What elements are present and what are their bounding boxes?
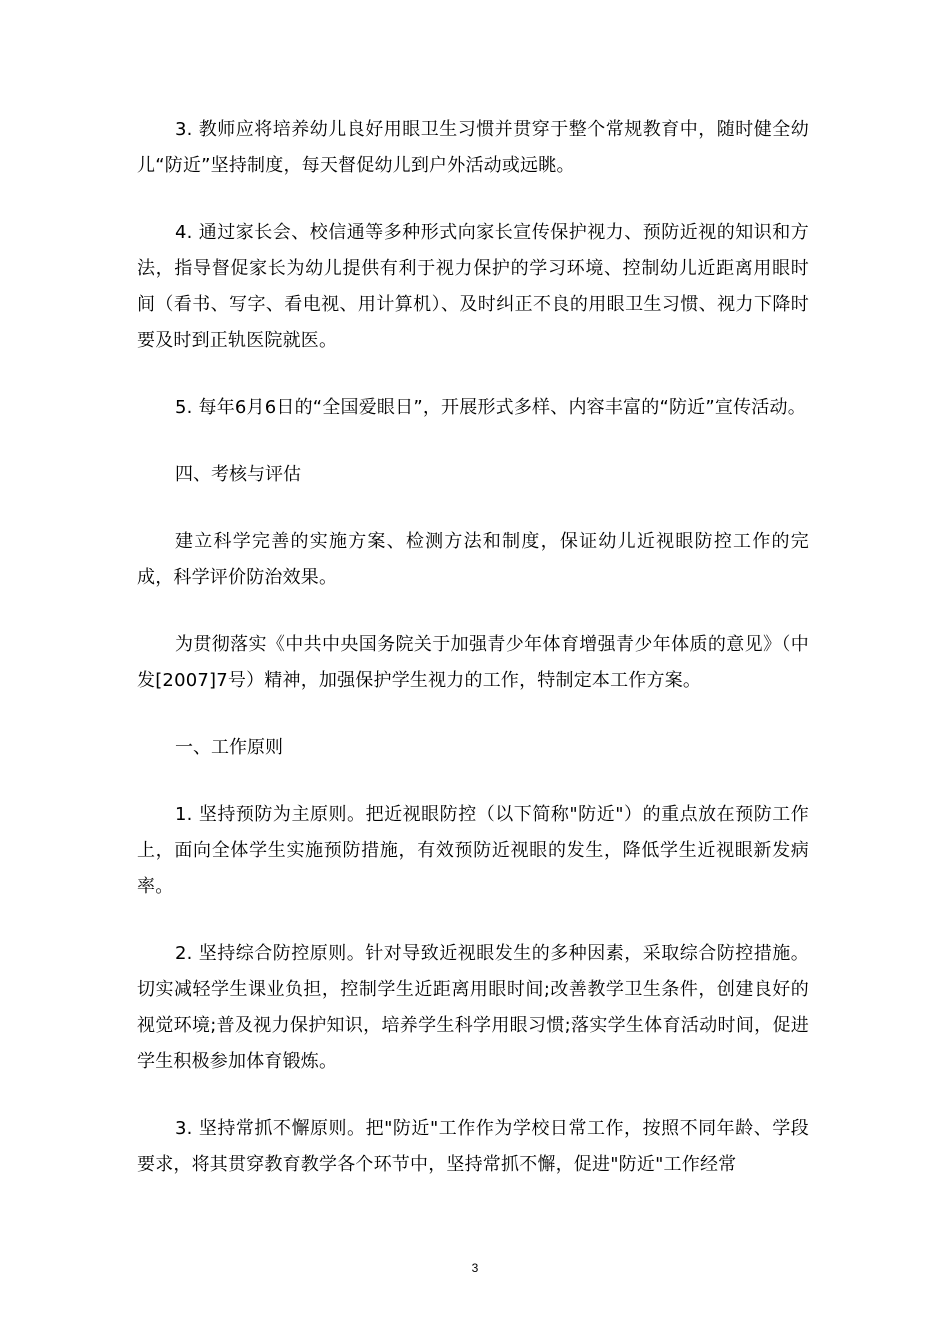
page-number: 3 — [471, 1261, 479, 1275]
paragraph-item-3-teacher-habits: 3. 教师应将培养幼儿良好用眼卫生习惯并贯穿于整个常规教育中，随时健全幼儿“防近”坚持制度，每天督促幼儿到户外活动或远眺。 — [137, 119, 809, 176]
paragraph-principle-2: 2. 坚持综合防控原则。针对导致近视眼发生的多种因素，采取综合防控措施。切实减轻学生课业负担，控制学生近距离用眼时间;改善教学卫生条件，创建良好的视觉环境;普及视力保护知识，培养学生科学用眼习惯;落实学生体育活动时间，促进学生积极参加体育锻炼。 — [137, 943, 809, 1072]
section-heading-principles: 一、工作原则 — [175, 737, 283, 758]
paragraph-principle-3: 3. 坚持常抓不懈原则。把"防近"工作作为学校日常工作，按照不同年龄、学段要求，将其贯穿教育教学各个环节中，坚持常抓不懈，促进"防近"工作经常 — [137, 1118, 809, 1175]
paragraph-item-5-eye-day: 5. 每年6月6日的“全国爱眼日”，开展形式多样、内容丰富的“防近”宣传活动。 — [175, 397, 806, 418]
paragraph-plan-intro: 为贯彻落实《中共中央国务院关于加强青少年体育增强青少年体质的意见》（中发[2007]7号）精神，加强保护学生视力的工作，特制定本工作方案。 — [137, 634, 809, 691]
document-body — [137, 112, 809, 1214]
paragraph-item-4-parent-outreach: 4. 通过家长会、校信通等多种形式向家长宣传保护视力、预防近视的知识和方法，指导督促家长为幼儿提供有利于视力保护的学习环境、控制幼儿近距离用眼时间（看书、写字、看电视、用计算机）、及时纠正不良的用眼卫生习惯、视力下降时要及时到正轨医院就医。 — [137, 222, 809, 351]
paragraph-principle-1: 1. 坚持预防为主原则。把近视眼防控（以下简称"防近"）的重点放在预防工作上，面向全体学生实施预防措施，有效预防近视眼的发生，降低学生近视眼新发病率。 — [137, 804, 809, 897]
paragraph-assessment-body: 建立科学完善的实施方案、检测方法和制度，保证幼儿近视眼防控工作的完成，科学评价防治效果。 — [137, 531, 809, 588]
section-heading-assessment: 四、考核与评估 — [175, 464, 301, 485]
